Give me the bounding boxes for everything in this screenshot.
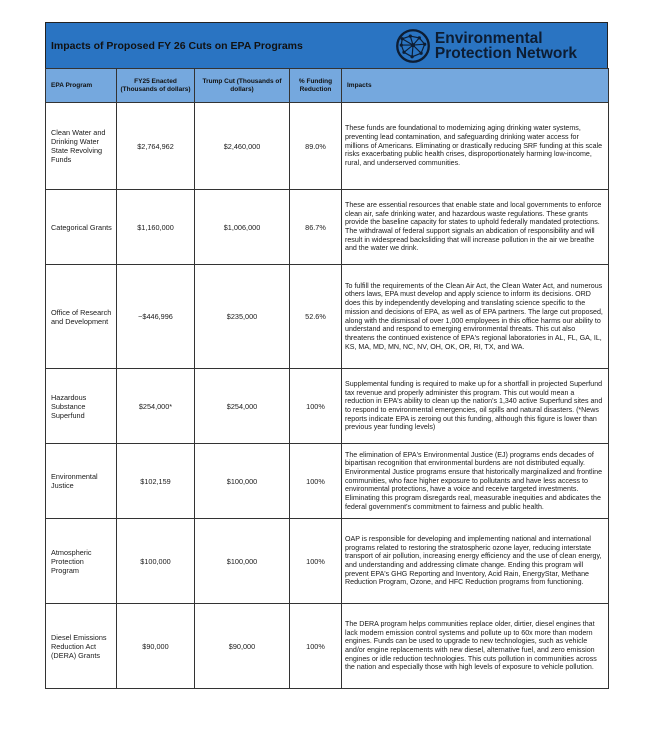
table-row [46, 519, 609, 604]
table-row [46, 604, 609, 689]
table-row [46, 103, 609, 190]
table-row [46, 444, 609, 519]
cut-cell: $1,006,000 [195, 190, 290, 265]
program-cell: Environmental Justice [46, 444, 117, 519]
table-row [46, 265, 609, 369]
epn-logo [395, 28, 607, 64]
reduction-cell: 100% [290, 604, 342, 689]
document [45, 22, 608, 689]
col-header-cut: Trump Cut (Thousands of dollars) [195, 69, 290, 103]
table-row [46, 190, 609, 265]
program-cell: Categorical Grants [46, 190, 117, 265]
enacted-cell: $1,160,000 [117, 190, 195, 265]
cut-cell: $90,000 [195, 604, 290, 689]
logo-wordmark [435, 31, 577, 61]
col-header-reduction: % Funding Reduction [290, 69, 342, 103]
reduction-cell: 89.0% [290, 103, 342, 190]
reduction-cell: 100% [290, 444, 342, 519]
cut-cell: $2,460,000 [195, 103, 290, 190]
impacts-cell: The DERA program helps communities replace older, dirtier, diesel engines that lack modern emission control systems and pollute up to 60x more than modern engines. Funds can be used to upgrade to new technologies, such as vehicle and/or engine replacements with new diesel, alternative fuel, and zero emission engines or idle reduction technologies. This cuts pollution in communities across the nation and especially those with high levels of exposure to vehicle pollution. [342, 604, 609, 689]
reduction-cell: 100% [290, 369, 342, 444]
program-cell: Office of Research and Development [46, 265, 117, 369]
program-cell: Hazardous Substance Superfund [46, 369, 117, 444]
enacted-cell: $100,000 [117, 519, 195, 604]
reduction-cell: 86.7% [290, 190, 342, 265]
cut-cell: $235,000 [195, 265, 290, 369]
impacts-cell: The elimination of EPA's Environmental Justice (EJ) programs ends decades of bipartisan recognition that environmental burdens are not distributed equally. Environmental Justice programs ensure that historically marginalized and frontline communities, who face higher exposure to pollutants and have less access to environmental protections, have a voice and receive targeted investments. Eliminating this program disregards real, measurable inequities and abdicates the federal government's commitment to fairness and public health. [342, 444, 609, 519]
table-row [46, 369, 609, 444]
impacts-cell: To fulfill the requirements of the Clean Air Act, the Clean Water Act, and numerous others laws, EPA must develop and apply science to inform its decisions. ORD does this by independently developing and translating science specific to the mission and decisions of EPA, as well as of EPA partners. The large cut proposed, along with the dismissal of over 1,000 employees in this office harms our ability to understand and respond to emerging environmental threats. This cut also threatens the continued existence of EPA's regional laboratories in AL, FL, GA, IL, KS, MA, MD, MN, NC, NV, OH, OK, OR, RI, TX, and WA. [342, 265, 609, 369]
impacts-cell: These are essential resources that enable state and local governments to enforce clean air, safe drinking water, and hazardous waste regulations. These grants provide the baseline capacity for states to uphold federally mandated protections. The withdrawal of federal support signals an abdication of responsibility and will result in widespread backsliding that will increase pollution in the air we breathe and the water we drink. [342, 190, 609, 265]
enacted-cell: $254,000* [117, 369, 195, 444]
enacted-cell: ~$446,996 [117, 265, 195, 369]
program-cell: Diesel Emissions Reduction Act (DERA) Grants [46, 604, 117, 689]
reduction-cell: 100% [290, 519, 342, 604]
impacts-cell: These funds are foundational to modernizing aging drinking water systems, preventing lead contamination, and safeguarding drinking water access for millions of Americans. Eliminating or drastically reducing SRF funding at this scale risks exacerbating public health crises, disproportionately harming low-income, rural, and underserved communities. [342, 103, 609, 190]
cut-cell: $100,000 [195, 519, 290, 604]
program-cell: Clean Water and Drinking Water State Revolving Funds [46, 103, 117, 190]
globe-network-icon [395, 28, 431, 64]
cuts-table [45, 68, 609, 689]
cut-cell: $254,000 [195, 369, 290, 444]
col-header-enacted: FY25 Enacted (Thousands of dollars) [117, 69, 195, 103]
enacted-cell: $2,764,962 [117, 103, 195, 190]
reduction-cell: 52.6% [290, 265, 342, 369]
logo-line-2: Protection Network [434, 44, 577, 62]
enacted-cell: $90,000 [117, 604, 195, 689]
enacted-cell: $102,159 [117, 444, 195, 519]
table-header-row [46, 69, 609, 103]
title-banner [45, 22, 608, 68]
impacts-cell: Supplemental funding is required to make up for a shortfall in projected Superfund tax revenue and properly administer this program. This cut would mean a reduction in EPA's ability to clean up the nation's 1,340 active Superfund sites and to respond to environmental emergencies, oil spills and natural disasters. (*News reports indicate EPA is zeroing out this funding, although this figure is lower than previous year funding levels) [342, 369, 609, 444]
col-header-impacts: Impacts [342, 69, 609, 103]
impacts-cell: OAP is responsible for developing and implementing national and international programs related to restoring the stratospheric ozone layer, reducing interstate transport of air pollution, increasing energy efficiency and the use of clean energy, and understanding and addressing climate change. Ending this program will prevent EPA's GHG Reporting and Inventory, Acid Rain, EnergyStar, Methane Reduction Program, Ozone, and HFC Reduction programs from functioning. [342, 519, 609, 604]
program-cell: Atmospheric Protection Program [46, 519, 117, 604]
cut-cell: $100,000 [195, 444, 290, 519]
col-header-program: EPA Program [46, 69, 117, 103]
logo-line-1: Environmental [434, 29, 543, 47]
document-title: Impacts of Proposed FY 26 Cuts on EPA Programs [51, 39, 303, 52]
